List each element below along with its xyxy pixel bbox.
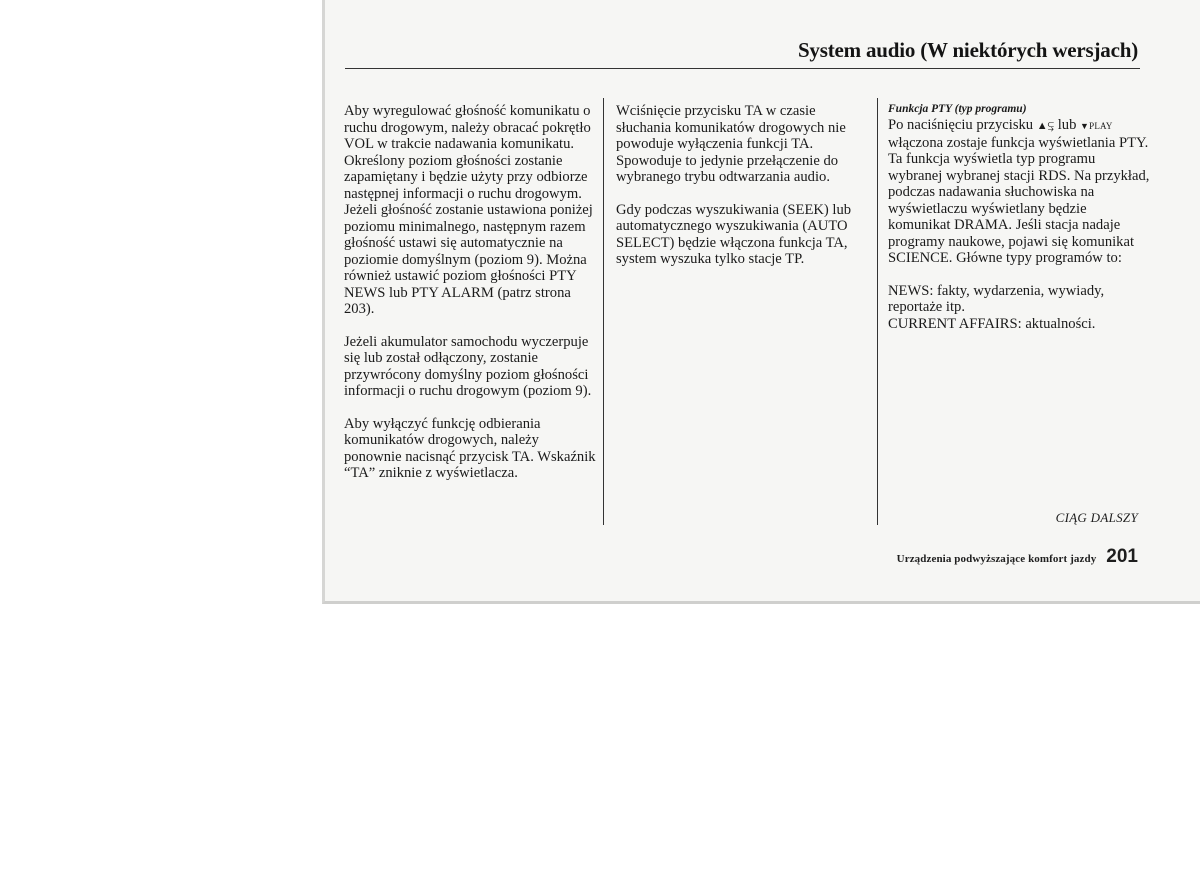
paragraph: Wciśnięcie przycisku TA w czasie słuchania komunikatów drogowych nie powoduje wyłączenia funkcji TA. Spowoduje to jedynie przełączenie do wybranego trybu odtwarzania audio. xyxy=(616,103,846,185)
paragraph: Jeżeli akumulator samochodu wyczerpuje się lub został odłączony, zostanie przywrócony domyślny poziom głośności informacji o ruchu drogowym (poziom 9). xyxy=(344,333,592,399)
column-divider-1 xyxy=(603,98,604,525)
left-margin xyxy=(0,0,322,605)
up-arrow-icon: ▲⥹ xyxy=(1036,120,1055,132)
header-divider xyxy=(345,68,1140,69)
paragraph xyxy=(888,283,1150,333)
text-segment: włączona zostaje funkcja wyświetlania PTY. Ta funkcja wyświetla typ programu wybranej wybranej stacji RDS. Na przykład, podczas nadawania słuchowiska na wyświetlaczu wyświetlany będzie komunikat DRAMA. Jeśli stacja nadaje programy naukowe, pojawi się komunikat SCIENCE. Główne typy programów to: xyxy=(888,134,1150,266)
continued-label: CIĄG DALSZY xyxy=(1055,510,1138,525)
footer-section-label: Urządzenia podwyższające komfort jazdy xyxy=(896,553,1097,565)
paragraph: Aby wyłączyć funkcję odbierania komunikatów drogowych, należy ponownie nacisnąć przycisk TA. Wskaźnik “TA” zniknie z wyświetlacza. xyxy=(344,415,596,481)
text-segment: lub xyxy=(1057,117,1077,133)
column-divider-2 xyxy=(877,98,878,525)
paragraph: Aby wyregulować głośność komunikatu o ruchu drogowym, należy obracać pokrętło VOL w trakcie nadawania komunikatu. Określony poziom głośności zostanie zapamiętany i będzie użyty przy odbiorze następnej informacji o ruchu drogowym. Jeżeli głośność zostanie ustawiona poniżej poziomu minimalnego, następnym razem głośność ustawi się automatycznie na poziomie domyślnym (poziom 9). Można również ustawić poziom głośności PTY NEWS lub PTY ALARM (patrz strona 203). xyxy=(344,103,593,317)
column-2 xyxy=(616,103,861,284)
column-1 xyxy=(344,103,596,498)
section-heading: Funkcja PTY (typ programu) xyxy=(888,103,1027,115)
play-button-icon: ▼PLAY xyxy=(1080,121,1113,131)
manual-page xyxy=(322,0,1200,604)
news-item: NEWS: fakty, wydarzenia, wywiady, reportaże itp. xyxy=(888,282,1105,315)
column-3 xyxy=(888,103,1150,332)
current-affairs-item: CURRENT AFFAIRS: aktualności. xyxy=(888,315,1096,332)
paragraph: Gdy podczas wyszukiwania (SEEK) lub automatycznego wyszukiwania (AUTO SELECT) będzie włączona funkcja TA, system wyszuka tylko stacje TP. xyxy=(616,201,852,267)
text-segment: Po naciśnięciu przycisku xyxy=(888,117,1034,133)
page-footer xyxy=(897,546,1138,568)
page-number: 201 xyxy=(1106,546,1138,567)
paragraph xyxy=(888,117,1150,267)
page-title: System audio (W niektórych wersjach) xyxy=(797,38,1138,62)
